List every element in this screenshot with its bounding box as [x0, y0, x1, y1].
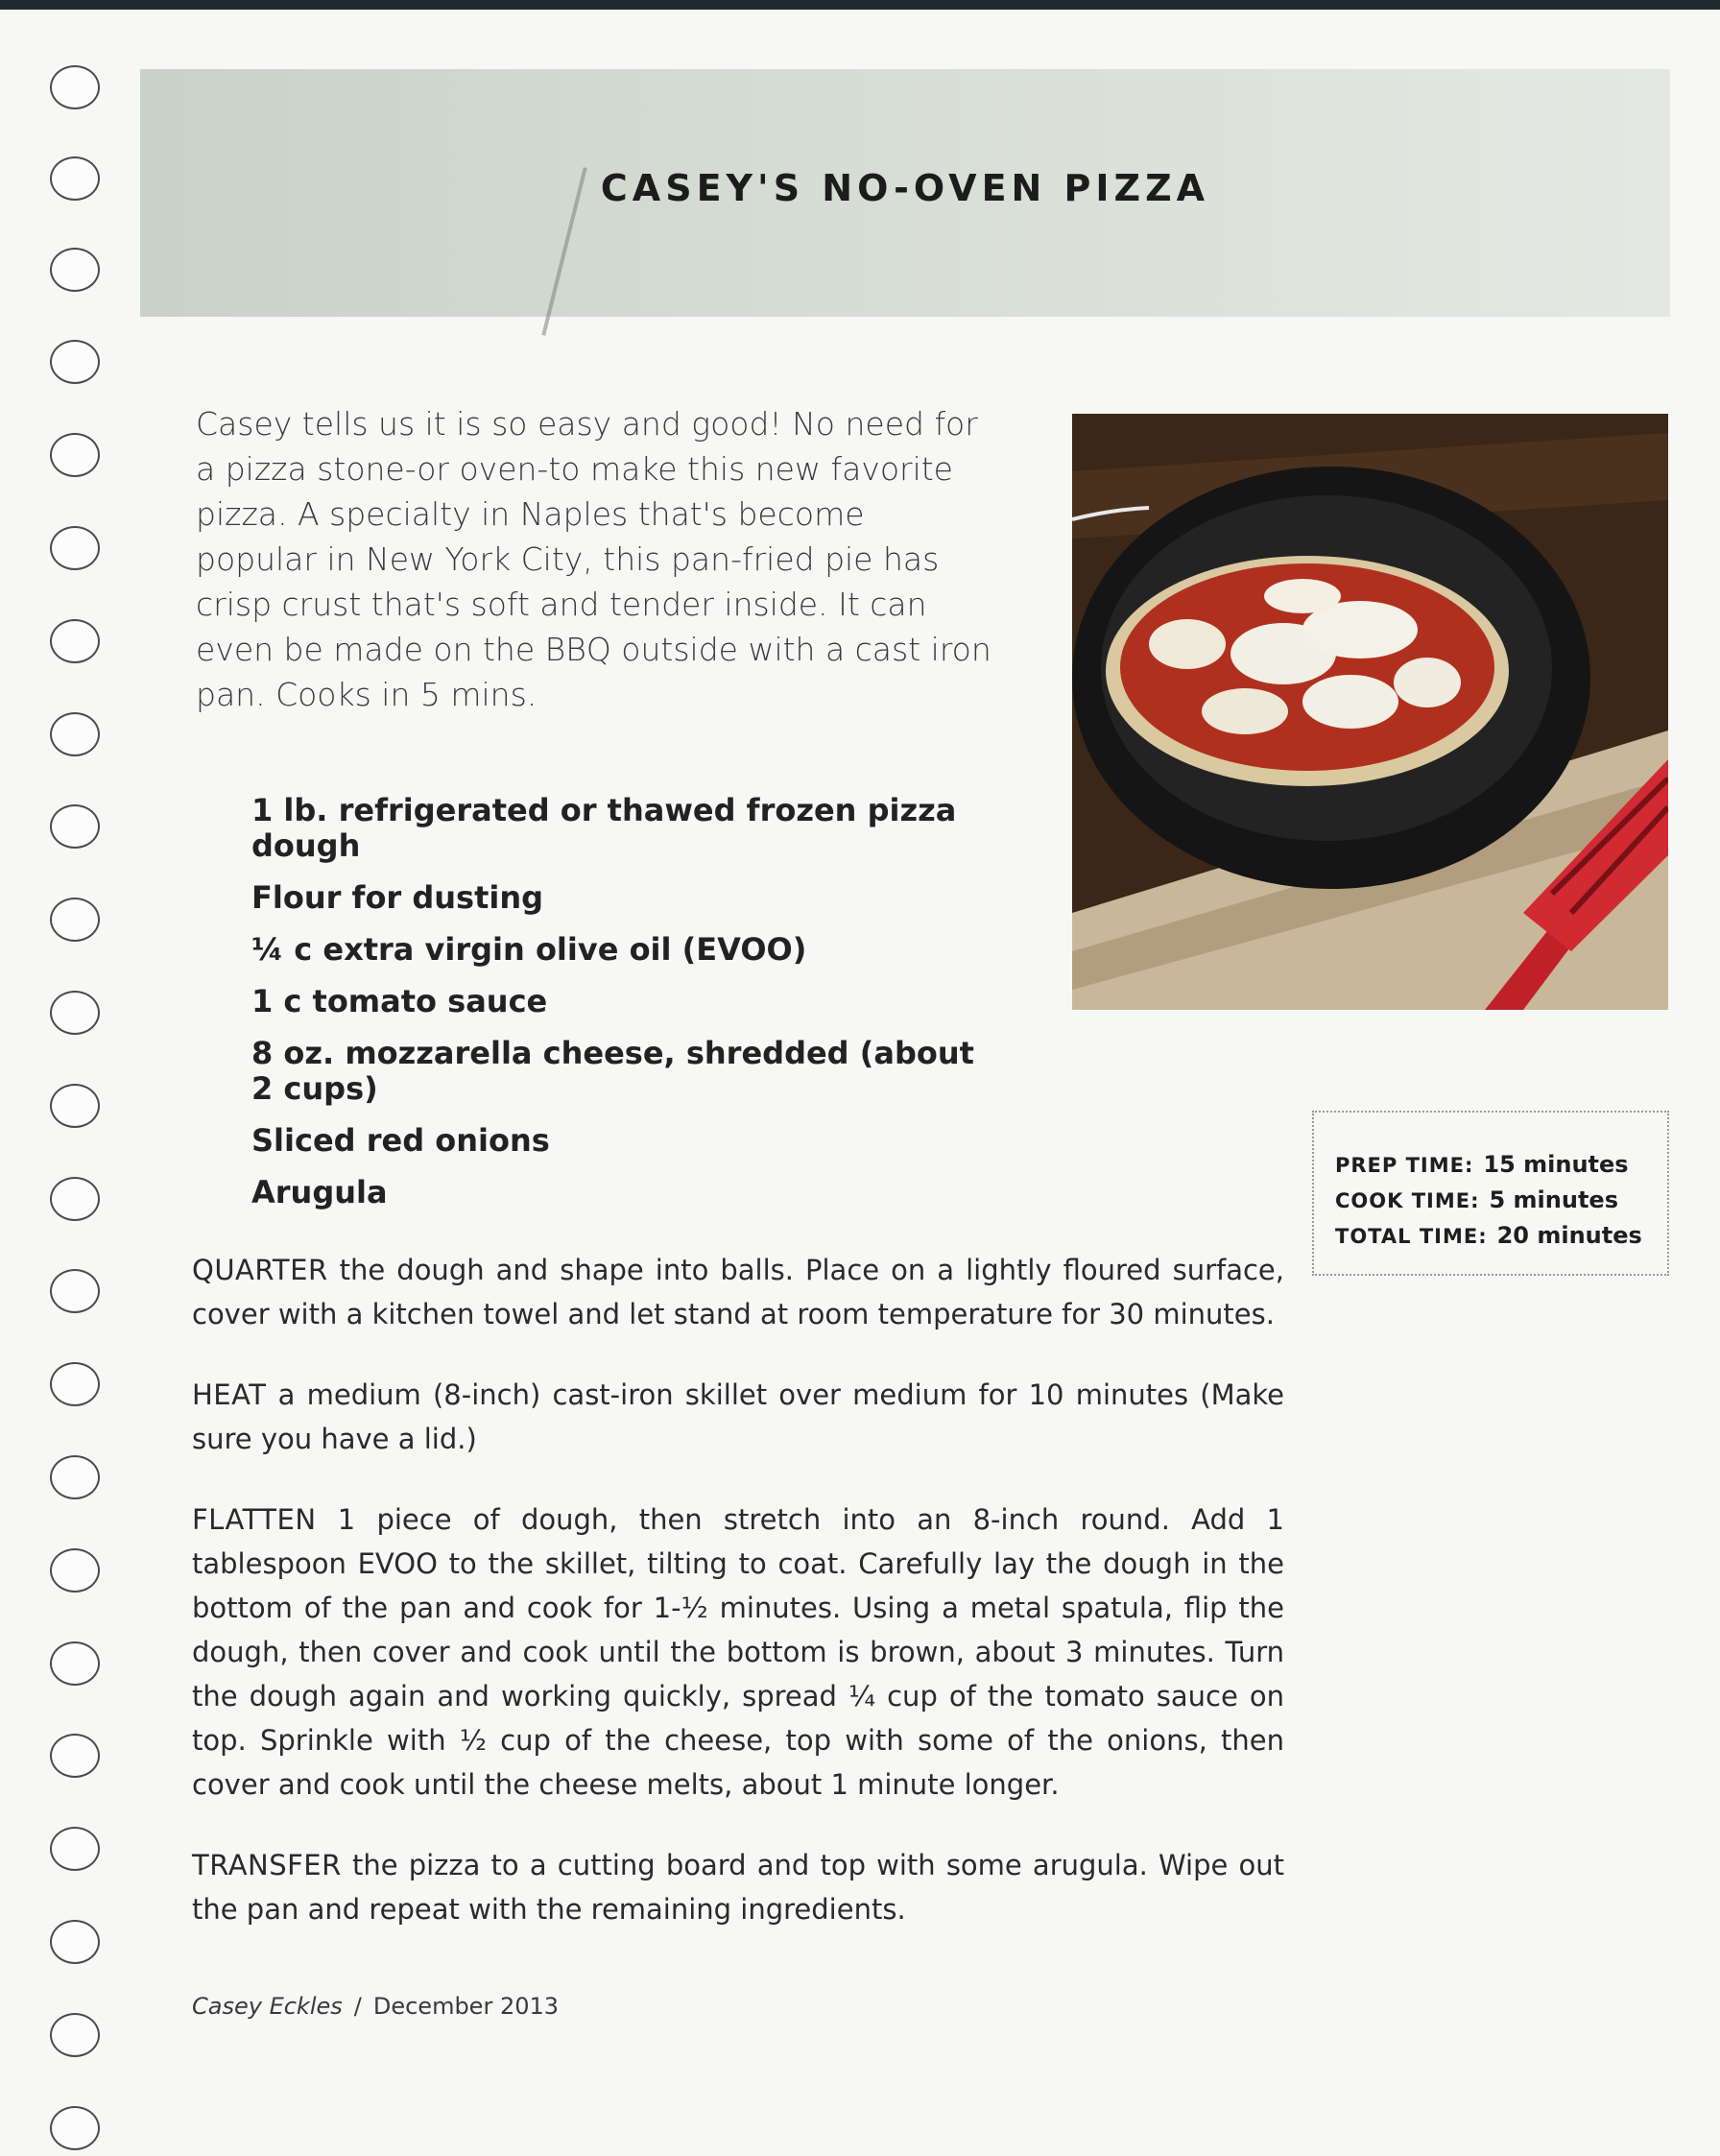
ingredient-item: Arugula	[251, 1174, 388, 1210]
punch-hole	[50, 991, 100, 1035]
byline-author: Casey Eckles	[192, 1993, 343, 2020]
mozzarella	[1202, 688, 1288, 734]
total-time-value: 20 minutes	[1496, 1222, 1642, 1249]
punch-hole	[50, 898, 100, 942]
punch-hole	[50, 1734, 100, 1778]
title-banner	[140, 69, 1670, 317]
punch-hole	[50, 433, 100, 477]
ingredient-item: 8 oz. mozzarella cheese, shredded (about 2 cups)	[251, 1035, 974, 1107]
punch-hole	[50, 2013, 100, 2057]
cook-time-label: COOK TIME:	[1335, 1189, 1480, 1212]
byline-date: December 2013	[372, 1993, 560, 2020]
punch-hole	[50, 1362, 100, 1406]
punch-hole	[50, 65, 100, 109]
punch-hole	[50, 1177, 100, 1221]
byline-separator: /	[353, 1993, 362, 2020]
total-time-label: TOTAL TIME:	[1335, 1225, 1488, 1248]
mozzarella	[1394, 658, 1461, 707]
page-top-edge	[0, 0, 1720, 10]
step-verb: TRANSFER	[192, 1849, 342, 1881]
mozzarella	[1264, 579, 1341, 613]
time-summary-box	[1312, 1111, 1669, 1276]
prep-time-value: 15 minutes	[1483, 1151, 1629, 1178]
punch-hole	[50, 1827, 100, 1871]
step-text: the dough and shape into balls. Place on a lightly floured surface, cover with a kitchen towel and let stand at room temperature for 30 minutes.	[192, 1254, 1284, 1330]
cook-time-value: 5 minutes	[1489, 1186, 1618, 1213]
punch-hole	[50, 804, 100, 849]
pizza-photo-illustration	[1072, 414, 1668, 1010]
pizza-photo	[1072, 414, 1668, 1010]
punch-hole	[50, 1084, 100, 1128]
recipe-intro: Casey tells us it is so easy and good! No need for a pizza stone-or oven-to make this new favorite pizza. A specialty in Naples that's become popular in New York City, this pan-fried pie has crisp crust that's soft and tender inside. It can even be made on the BBQ outside with a cast iron pan. Cooks in 5 mins.	[196, 405, 991, 713]
step-text: 1 piece of dough, then stretch into an 8-inch round. Add 1 tablespoon EVOO to the skillet, tilting to coat. Carefully lay the dough in the bottom of the pan and cook for 1-½ minutes. Using a metal spatula, flip the dough, then cover and cook until the bottom is brown, about 3 minutes. Turn the dough again and working quickly, spread ¼ cup of the tomato sauce on top. Sprinkle with ½ cup of the cheese, top with some of the onions, then cover and cook until the cheese melts, about 1 minute longer.	[192, 1503, 1284, 1801]
ingredient-item: Sliced red onions	[251, 1122, 550, 1159]
punch-hole	[50, 1455, 100, 1499]
direction-step	[192, 1497, 1284, 1807]
mozzarella	[1149, 619, 1226, 669]
punch-hole	[50, 1269, 100, 1313]
step-verb: HEAT	[192, 1378, 267, 1411]
directions	[192, 1248, 1284, 1968]
punch-hole	[50, 340, 100, 384]
punch-hole	[50, 712, 100, 756]
cook-time-row	[1335, 1183, 1667, 1218]
step-verb: QUARTER	[192, 1254, 328, 1286]
mozzarella	[1302, 675, 1398, 729]
punch-hole	[50, 156, 100, 201]
binder-punch-holes	[0, 0, 125, 2156]
ingredient-list	[251, 793, 981, 1227]
prep-time-label: PREP TIME:	[1335, 1154, 1474, 1177]
total-time-row	[1335, 1218, 1667, 1254]
direction-step	[192, 1248, 1284, 1336]
punch-hole	[50, 248, 100, 292]
ingredient-item: 1 lb. refrigerated or thawed frozen pizza dough	[251, 792, 957, 864]
ingredient-item: ¼ c extra virgin olive oil (EVOO)	[251, 931, 807, 968]
direction-step	[192, 1843, 1284, 1931]
step-text: the pizza to a cutting board and top with some arugula. Wipe out the pan and repeat with the remaining ingredients.	[192, 1849, 1284, 1926]
prep-time-row	[1335, 1147, 1667, 1183]
step-verb: FLATTEN	[192, 1503, 317, 1536]
punch-hole	[50, 1548, 100, 1593]
punch-hole	[50, 1641, 100, 1686]
byline	[192, 1993, 559, 2020]
punch-hole	[50, 2106, 100, 2150]
ingredient-item: 1 c tomato sauce	[251, 983, 548, 1019]
ingredient-item: Flour for dusting	[251, 879, 544, 916]
direction-step	[192, 1373, 1284, 1461]
punch-hole	[50, 526, 100, 570]
punch-hole	[50, 619, 100, 663]
punch-hole	[50, 1920, 100, 1964]
recipe-title: CASEY'S NO-OVEN PIZZA	[600, 167, 1210, 209]
step-text: a medium (8-inch) cast-iron skillet over medium for 10 minutes (Make sure you have a lid.)	[192, 1378, 1284, 1455]
